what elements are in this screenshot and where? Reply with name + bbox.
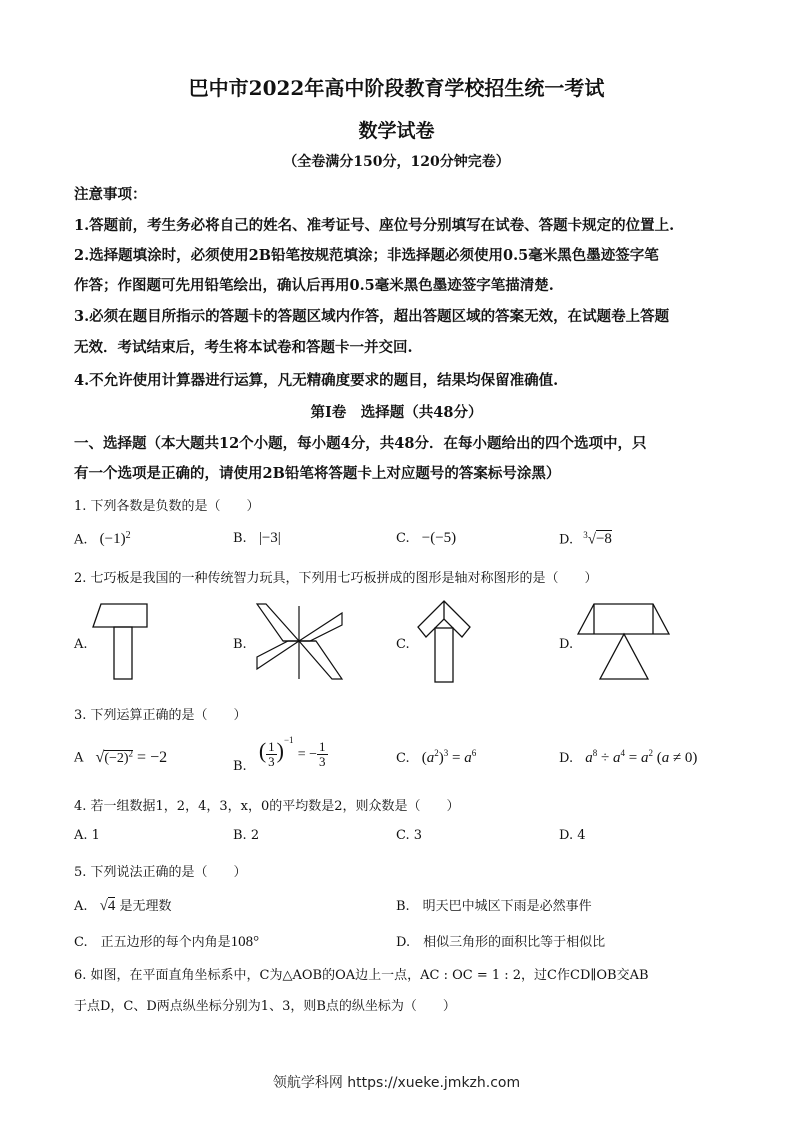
q6-line-1: 6. 如图，在平面直角坐标系中，C为△AOB的OA边上一点，AC : OC = 1 : 2，过C作CD∥OB交AB: [74, 968, 649, 983]
q4-option-d: D. 4: [559, 828, 586, 843]
q2-c-label: C.: [396, 637, 410, 652]
q3-a-label: A: [74, 750, 84, 766]
q3-b-label: B.: [233, 759, 247, 774]
q4-option-c: C. 3: [396, 828, 423, 843]
note-2a: 2.选择题填涂时，必须使用2B铅笔按规范填涂；非选择题必须使用0.5毫米黑色墨迹签字笔: [74, 247, 659, 264]
section-intro-b: 有一个选项是正确的，请使用2B铅笔将答题卡上对应题号的答案标号涂黑）: [74, 465, 561, 482]
q3-d-label: D.: [559, 751, 574, 766]
q1-d-label: D.: [559, 532, 574, 548]
q1-a-value: (−1): [99, 531, 126, 548]
q1-c-value: −(−5): [421, 530, 457, 546]
q5-c-label: C. 正五边形的每个内角是: [74, 935, 231, 950]
q1-d-value: −8: [595, 531, 612, 548]
q2-d-label: D.: [559, 637, 574, 652]
note-4: 4.不允许使用计算器进行运算，凡无精确度要求的题目，结果均保留准确值.: [74, 372, 559, 389]
q5-a-text: 是无理数: [119, 899, 172, 914]
exam-subtitle: 数学试卷: [358, 120, 435, 142]
q4-stem: 4. 若一组数据1，2，4，3，x，0的平均数是2，则众数是（ ）: [74, 799, 460, 814]
q1-option-c: [396, 530, 456, 547]
q2-b-label: B.: [233, 637, 247, 652]
tangram-figure-b: [254, 603, 344, 681]
exam-title: 巴中市2022年高中阶段教育学校招生统一考试: [188, 76, 605, 100]
q5-option-b: B. 明天巴中城区下雨是必然事件: [396, 899, 592, 914]
q3-option-a: A $√(-2)^2 = -2$: [74, 748, 168, 766]
part-title: 第Ⅰ卷 选择题（共48分）: [310, 404, 483, 421]
tangram-figure-c: [416, 600, 472, 684]
tangram-figure-d: [577, 603, 671, 681]
q1-a-label: A.: [74, 532, 88, 548]
q2-stem: 2. 七巧板是我国的一种传统智力玩具，下列用七巧板拼成的图形是轴对称图形的是（ ）: [74, 571, 598, 586]
q5-c-value: 108°: [230, 934, 260, 950]
q5-option-a: A. √4 是无理数: [74, 898, 172, 914]
note-1: 1.答题前，考生务必将自己的姓名、准考证号、座位号分别填写在试卷、答题卡规定的位置上.: [74, 217, 675, 234]
q1-option-d: D. $^3$√−8: [559, 530, 612, 548]
q5-stem: 5. 下列说法正确的是（ ）: [74, 865, 247, 880]
q5-option-d: D. 相似三角形的面积比等于相似比: [396, 935, 606, 950]
q1-option-b: [233, 530, 281, 547]
note-2b: 作答；作图题可先用铅笔绘出，确认后再用0.5毫米黑色墨迹签字笔描清楚.: [74, 277, 554, 294]
q6-line-2: 于点D，C、D两点纵坐标分别为1、3，则B点的纵坐标为（ ）: [74, 999, 456, 1014]
q3-c-label: C.: [396, 751, 410, 766]
notes-heading: 注意事项：: [74, 186, 147, 203]
note-3a: 3.必须在题目所指示的答题卡的答题区域内作答，超出答题区域的答案无效，在试题卷上答题: [74, 308, 670, 325]
q3-option-c: C. $(a^2)^3 = a^6$: [396, 748, 477, 766]
section-intro-a: 一、选择题（本大题共12个小题，每小题4分，共48分．在每小题给出的四个选项中，只: [74, 435, 647, 452]
q3-stem: 3. 下列运算正确的是（ ）: [74, 708, 247, 723]
note-3b: 无效．考试结束后，考生将本试卷和答题卡一并交回.: [74, 339, 413, 356]
full-score-note: （全卷满分150分，120分钟完卷）: [283, 154, 510, 170]
tangram-figure-a: [92, 603, 154, 681]
q5-a-label: A.: [74, 899, 88, 914]
q4-option-a: A. 1: [74, 828, 100, 843]
q1-option-a: A. $(-1)^2$: [74, 530, 131, 548]
q1-stem: 1. 下列各数是负数的是（ ）: [74, 499, 260, 514]
q4-option-b: B. 2: [233, 828, 260, 843]
q1-c-label: C.: [396, 531, 410, 546]
q2-a-label: A.: [74, 637, 88, 652]
page-footer: 领航学科网 https://xueke.jmkzh.com: [272, 1075, 521, 1091]
q1-b-label: B.: [233, 531, 247, 546]
q3-option-d: D. $a^8 \div a^4 = a^2$ (a ≠ 0): [559, 748, 698, 766]
q1-b-value: |−3|: [258, 530, 281, 546]
q5-option-c: [74, 931, 259, 951]
q3-option-b: B. ( $\frac{1}{3}$ )$^{-1}$ = − $\frac{1}{3}$: [233, 734, 326, 774]
